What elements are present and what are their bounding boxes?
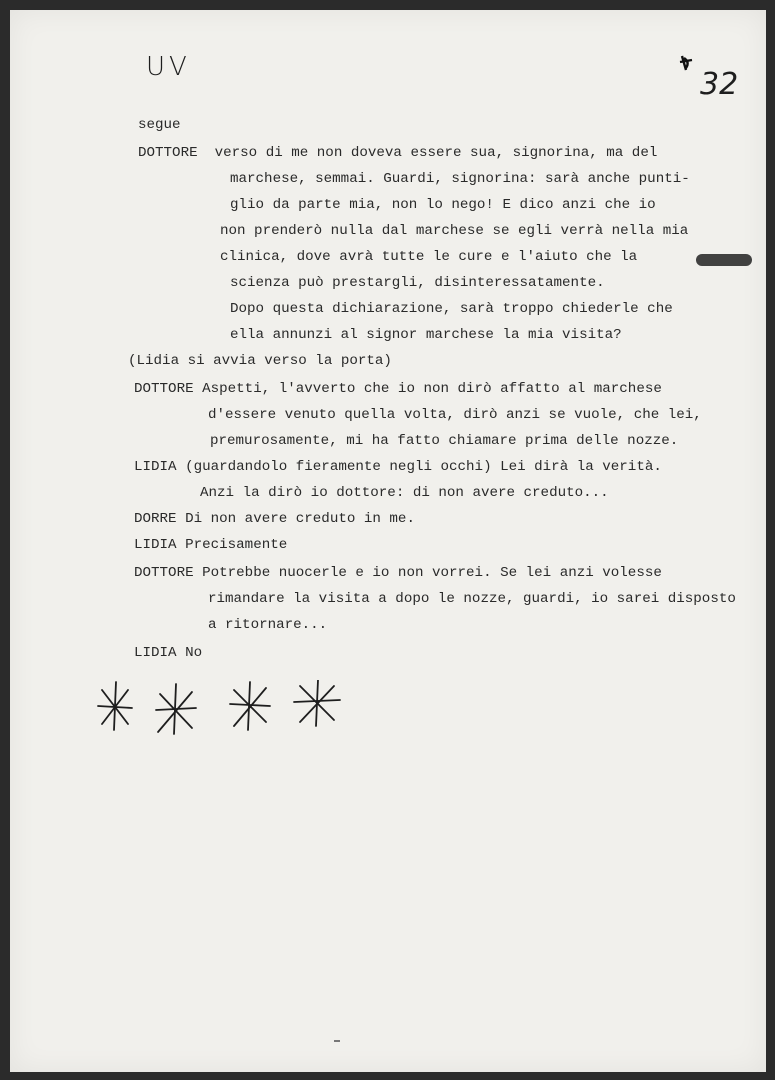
handwritten-asterisks (94, 680, 354, 750)
script-line: DORRE Di non avere creduto in me. (134, 511, 415, 527)
handwritten-code: UV (146, 52, 191, 82)
script-line: glio da parte mia, non lo nego! E dico anzi che io (230, 197, 656, 213)
stage-direction: (Lidia si avvia verso la porta) (128, 353, 392, 369)
script-line: non prenderò nulla dal marchese se egli verrà nella mia (220, 223, 689, 239)
asterisk-icon (230, 682, 270, 730)
script-line: rimandare la visita a dopo le nozze, guardi, io sarei disposto (208, 591, 736, 607)
ink-scribble-icon (678, 54, 694, 72)
script-line: d'essere venuto quella volta, dirò anzi se vuole, che lei, (208, 407, 702, 423)
asterisk-icon (98, 682, 132, 730)
asterisk-icon (294, 680, 340, 726)
script-line: Anzi la dirò io dottore: di non avere creduto... (200, 485, 609, 501)
script-line: LIDIA Precisamente (134, 537, 288, 553)
page-mark (334, 1040, 340, 1042)
script-line: marchese, semmai. Guardi, signorina: sarà anche punti- (230, 171, 690, 187)
script-line: DOTTORE Potrebbe nuocerle e io non vorrei. Se lei anzi volesse (134, 565, 662, 581)
script-line: DOTTORE Aspetti, l'avverto che io non dirò affatto al marchese (134, 381, 662, 397)
script-line: Dopo questa dichiarazione, sarà troppo chiederle che (230, 301, 673, 317)
page-number: 32 (700, 67, 739, 102)
script-line: premurosamente, mi ha fatto chiamare prima delle nozze. (210, 433, 679, 449)
script-line: LIDIA No (134, 645, 203, 661)
script-line: LIDIA (guardandolo fieramente negli occhi) Lei dirà la verità. (134, 459, 662, 475)
script-line: scienza può prestargli, disinteressatamente. (230, 275, 605, 291)
script-line: clinica, dove avrà tutte le cure e l'aiuto che la (220, 249, 638, 265)
asterisk-icon (156, 684, 196, 734)
ink-strikeout (696, 254, 752, 266)
script-line: a ritornare... (208, 617, 328, 633)
script-line: segue (138, 117, 181, 133)
script-line: ella annunzi al signor marchese la mia visita? (230, 327, 622, 343)
document-page (10, 10, 766, 1072)
script-line: DOTTORE verso di me non doveva essere sua, signorina, ma del (138, 145, 658, 161)
